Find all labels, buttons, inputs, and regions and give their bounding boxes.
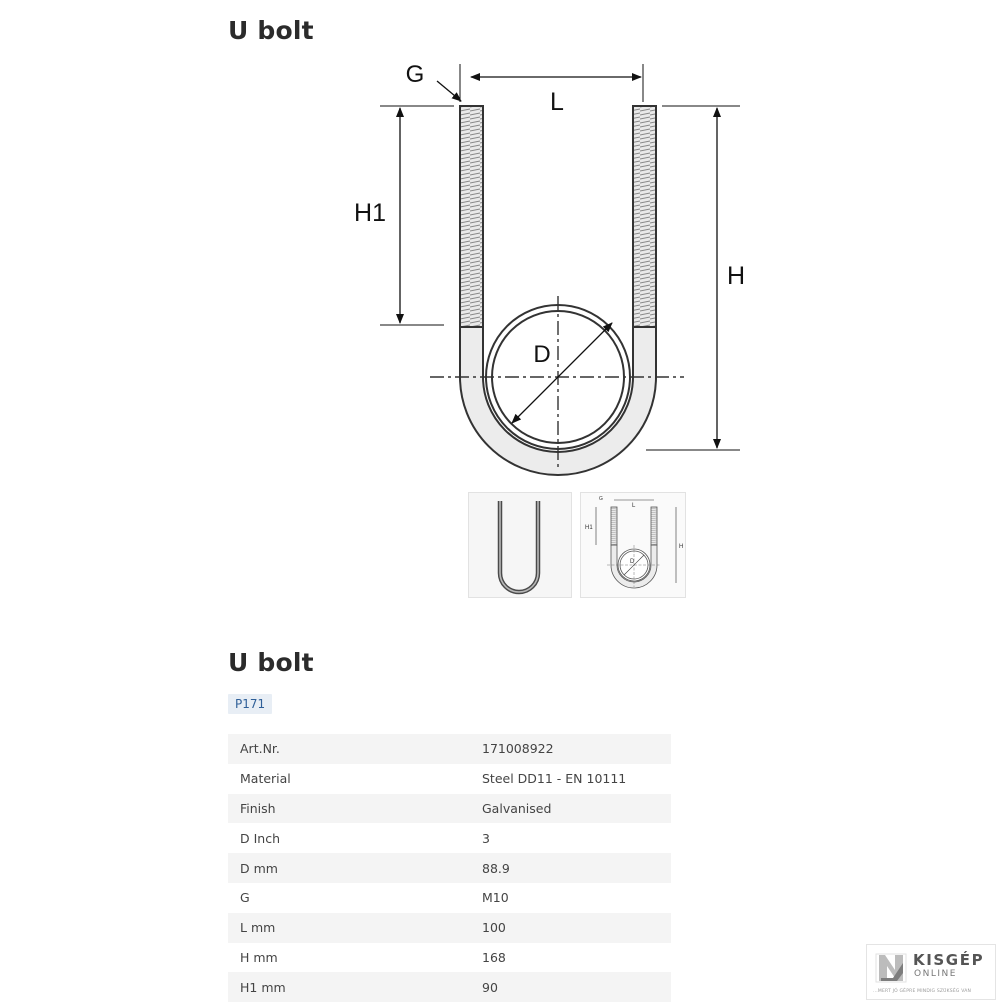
svg-text:G: G — [599, 496, 603, 502]
spec-label: L mm — [240, 920, 276, 936]
spec-value: 88.9 — [482, 860, 510, 876]
page-title: U bolt — [228, 16, 314, 45]
spec-label: Art.Nr. — [240, 741, 280, 757]
spec-value: Galvanised — [482, 800, 552, 816]
spec-value: M10 — [482, 890, 509, 906]
left-threaded-leg — [460, 106, 483, 327]
g-label: G — [405, 61, 425, 88]
spec-label: D Inch — [240, 830, 281, 846]
table-row — [228, 972, 671, 1002]
kisgep-logo[interactable] — [866, 944, 996, 1000]
right-threaded-leg — [633, 106, 656, 327]
table-row — [228, 764, 671, 794]
spec-label: G — [240, 890, 250, 906]
spec-value: 171008922 — [482, 741, 554, 757]
svg-text:H: H — [679, 544, 684, 550]
table-row — [228, 883, 671, 913]
table-row — [228, 794, 671, 824]
d-label: D — [533, 341, 551, 368]
logo-sub: ONLINE — [914, 969, 957, 979]
u-bolt-mini-diagram — [581, 493, 685, 597]
product-title: U bolt — [228, 648, 314, 677]
spec-value: 3 — [482, 830, 490, 846]
spec-label: D mm — [240, 860, 278, 876]
l-label: L — [550, 88, 564, 116]
table-row — [228, 853, 671, 883]
logo-slogan: ...MERT JÓ GÉPRE MINDIG SZÜKSÉG VAN — [873, 989, 972, 994]
table-row — [228, 823, 671, 853]
thumbnail-photo[interactable] — [468, 492, 572, 598]
logo-name: KISGÉP — [913, 951, 985, 969]
table-row — [228, 913, 671, 943]
svg-text:H1: H1 — [585, 525, 593, 531]
h-label: H — [726, 262, 746, 290]
spec-label: H mm — [240, 949, 278, 965]
spec-label: Finish — [240, 800, 276, 816]
u-bolt-photo-image — [469, 493, 571, 597]
h1-label: H1 — [354, 199, 386, 227]
spec-label: Material — [240, 771, 291, 787]
svg-text:L: L — [632, 503, 636, 509]
thumbnail-drawing[interactable] — [580, 492, 686, 598]
spec-value: Steel DD11 - EN 10111 — [482, 771, 627, 787]
spec-label: H1 mm — [240, 979, 286, 995]
table-row — [228, 734, 671, 764]
spec-value: 100 — [482, 920, 506, 936]
spec-value: 168 — [482, 949, 506, 965]
table-row — [228, 943, 671, 973]
spec-value: 90 — [482, 979, 498, 995]
svg-text:D: D — [630, 559, 635, 565]
product-code-badge[interactable]: P171 — [228, 694, 272, 714]
kisgep-logo-icon — [873, 951, 909, 985]
spec-table — [228, 734, 671, 1002]
